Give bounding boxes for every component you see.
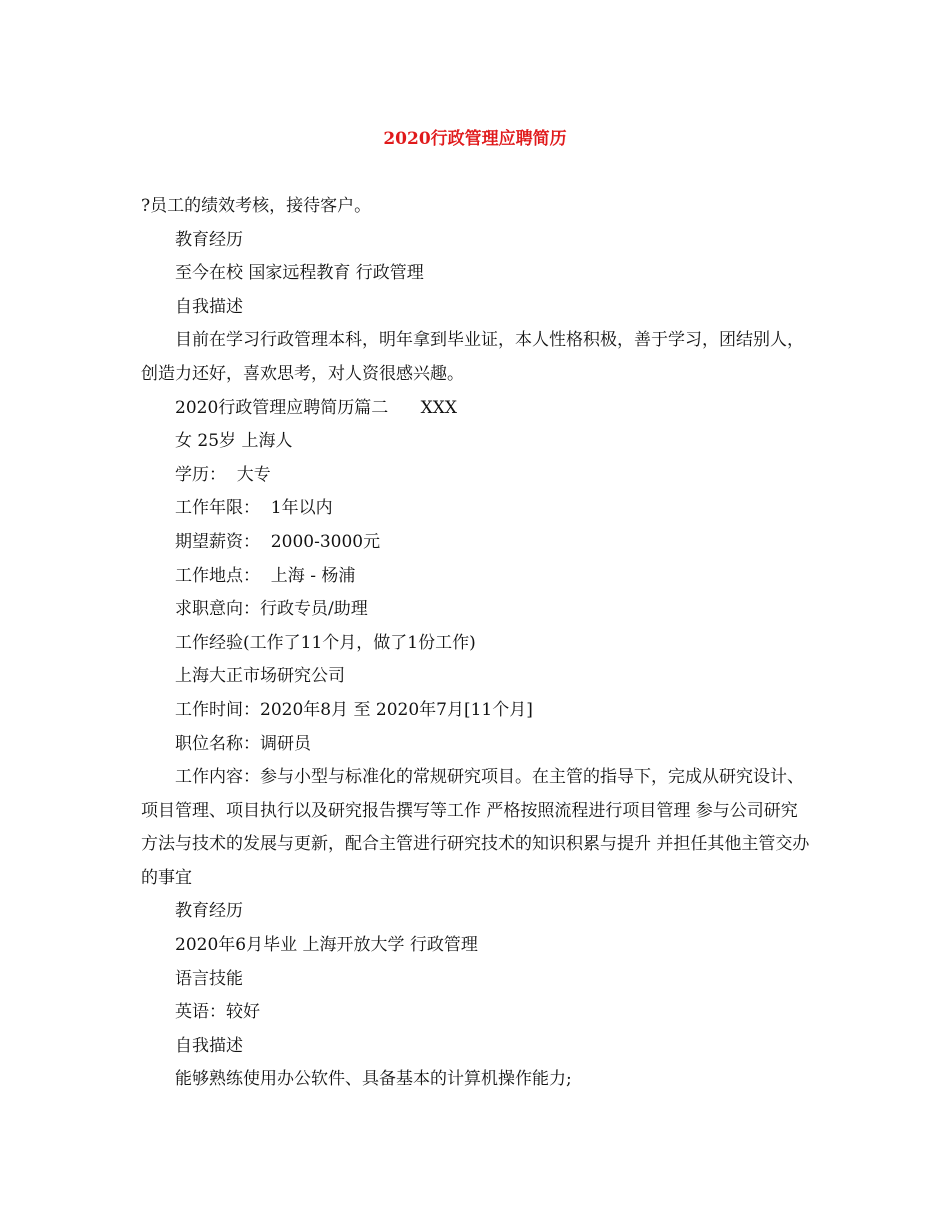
paragraph: 目前在学习行政管理本科，明年拿到毕业证，本人性格积极，善于学习，团结别人，创造力还好，喜欢思考，对人资很感兴趣。 <box>141 330 804 384</box>
paragraph: 工作内容：参与小型与标准化的常规研究项目。在主管的指导下，完成从研究设计、项目管理、项目执行以及研究报告撰写等工作 严格按照流程进行项目管理 参与公司研究方法与技术的发展与更新，配合主管进行研究技术的知识积累与提升 并担任其他主管交办的事宜 <box>141 767 810 888</box>
paragraph: 工作年限： 1年以内 <box>175 498 333 519</box>
paragraph: 能够熟练使用办公软件、具备基本的计算机操作能力; <box>175 1069 572 1090</box>
paragraph: 工作时间：2020年8月 至 2020年7月[11个月] <box>175 699 533 720</box>
paragraph: 教育经历 <box>175 901 243 922</box>
paragraph: 教育经历 <box>175 229 243 250</box>
paragraph: 工作经验(工作了11个月，做了1份工作) <box>175 632 476 653</box>
paragraph: 上海大正市场研究公司 <box>175 666 345 687</box>
paragraph: ?员工的绩效考核，接待客户。 <box>141 196 372 216</box>
document-title: 2020行政管理应聘简历 <box>383 129 567 149</box>
paragraph: 期望薪资： 2000-3000元 <box>175 531 381 552</box>
paragraph: 职位名称：调研员 <box>175 733 311 754</box>
paragraph: 英语：较好 <box>175 1002 260 1023</box>
document-body <box>141 190 813 1097</box>
paragraph: 自我描述 <box>175 296 243 317</box>
paragraph: 2020行政管理应聘简历篇二 XXX <box>175 397 457 418</box>
paragraph: 自我描述 <box>175 1035 243 1056</box>
paragraph: 学历： 大专 <box>175 464 271 485</box>
paragraph: 语言技能 <box>175 968 243 989</box>
paragraph: 女 25岁 上海人 <box>175 431 293 452</box>
paragraph: 工作地点： 上海 - 杨浦 <box>175 565 356 586</box>
paragraph: 求职意向：行政专员/助理 <box>175 599 368 620</box>
paragraph: 至今在校 国家远程教育 行政管理 <box>175 263 424 284</box>
paragraph: 2020年6月毕业 上海开放大学 行政管理 <box>175 935 478 956</box>
